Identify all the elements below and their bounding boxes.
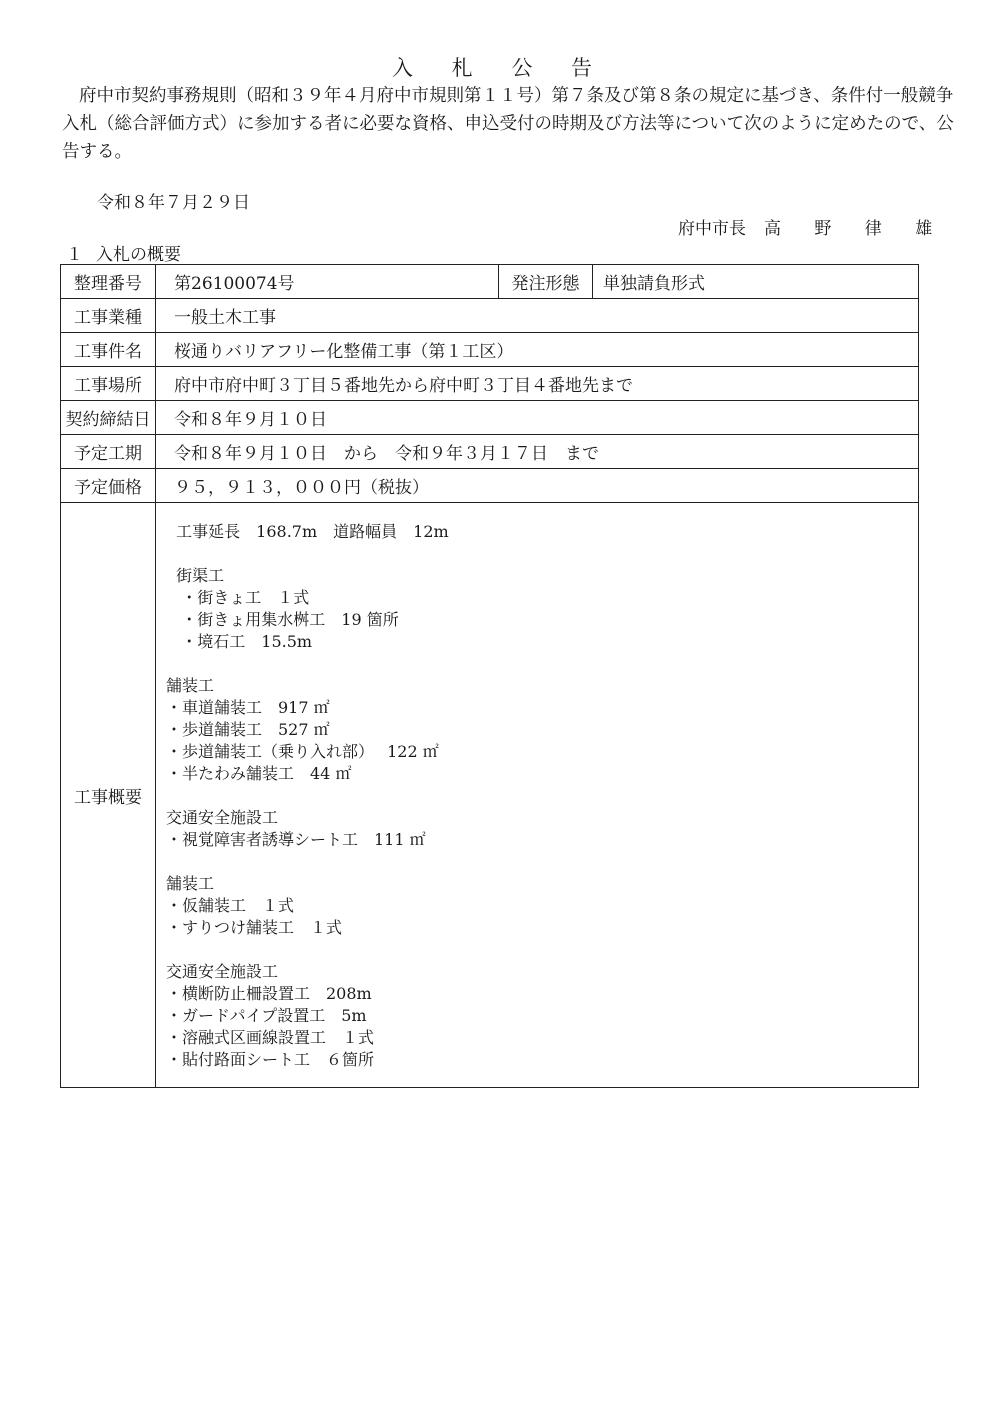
label-work-period: 予定工期: [61, 435, 156, 469]
value-order-type: 単独請負形式: [593, 265, 919, 299]
notice-date: 令和８年７月２９日: [97, 193, 250, 213]
summary-line: [166, 851, 918, 873]
summary-line: [166, 653, 918, 675]
label-work-summary: 工事概要: [61, 503, 156, 1088]
table-row: [61, 299, 919, 333]
summary-line: 交通安全施設工: [166, 962, 279, 981]
label-contract-date: 契約締結日: [61, 401, 156, 435]
value-work-category: 一般土木工事: [156, 299, 919, 333]
value-contract-date: 令和８年９月１０日: [156, 401, 919, 435]
signer-title: 府中市長: [678, 219, 746, 239]
label-work-category: 工事業種: [61, 299, 156, 333]
section-title: 入札の概要: [96, 245, 181, 265]
work-summary-list: [166, 521, 918, 1071]
summary-line: ・歩道舗装工 527 ㎡: [166, 720, 330, 739]
value-estimated-price: ９５，９１３，０００円（税抜）: [156, 469, 919, 503]
value-reference-number: 第26100074号: [156, 265, 499, 299]
summary-line: [166, 939, 918, 961]
table-row: [61, 333, 919, 367]
section-number: １: [66, 245, 83, 265]
table-row: [61, 265, 919, 299]
summary-line: 街渠工: [166, 566, 225, 585]
summary-line: ・溶融式区画線設置工 １式: [166, 1028, 375, 1047]
bid-outline-table: [60, 264, 919, 1088]
section-heading: [66, 240, 181, 265]
summary-line: ・街きょ用集水桝工 19 箇所: [166, 610, 399, 629]
summary-line: 交通安全施設工: [166, 808, 279, 827]
summary-line: 工事延長 168.7m 道路幅員 12m: [166, 522, 449, 541]
table-row: [61, 469, 919, 503]
table-row: [61, 401, 919, 435]
work-summary-cell: [156, 503, 919, 1088]
summary-line: ・視覚障害者誘導シート工 111 ㎡: [166, 830, 426, 849]
label-work-name: 工事件名: [61, 333, 156, 367]
table-row: [61, 435, 919, 469]
summary-line: ・歩道舗装工（乗り入れ部） 122 ㎡: [166, 742, 439, 761]
summary-line: ・車道舗装工 917 ㎡: [166, 698, 330, 717]
summary-line: ・境石工 15.5m: [166, 632, 313, 651]
label-order-type: 発注形態: [499, 265, 593, 299]
signer-name: 高 野 律 雄: [764, 219, 947, 239]
summary-line: ・半たわみ舗装工 44 ㎡: [166, 764, 352, 783]
value-work-period: 令和８年９月１０日 から 令和９年３月１７日 まで: [156, 435, 919, 469]
document-title: 入 札 公 告: [391, 56, 609, 80]
summary-line: ・横断防止柵設置工 208m: [166, 984, 372, 1003]
summary-line: ・貼付路面シート工 ６箇所: [166, 1050, 375, 1069]
value-work-name: 桜通りバリアフリー化整備工事（第１工区）: [156, 333, 919, 367]
summary-line: ・街きょ工 １式: [166, 588, 310, 607]
label-estimated-price: 予定価格: [61, 469, 156, 503]
summary-line: 舗装工: [166, 874, 215, 893]
signer: [678, 214, 946, 239]
summary-line: [166, 543, 918, 565]
label-reference-number: 整理番号: [61, 265, 156, 299]
summary-line: ・仮舗装工 １式: [166, 896, 295, 915]
summary-line: 舗装工: [166, 676, 215, 695]
label-work-location: 工事場所: [61, 367, 156, 401]
table-row: [61, 367, 919, 401]
summary-line: [166, 785, 918, 807]
summary-line: ・ガードパイプ設置工 5m: [166, 1006, 367, 1025]
intro-paragraph: 府中市契約事務規則（昭和３９年４月府中市規則第１１号）第７条及び第８条の規定に基づき、条件付一般競争入札（総合評価方式）に参加する者に必要な資格、申込受付の時期及び方法等について次のように定めたので、公告する。: [62, 86, 954, 162]
summary-line: ・すりつけ舗装工 １式: [166, 918, 343, 937]
table-row: [61, 503, 919, 1088]
value-work-location: 府中市府中町３丁目５番地先から府中町３丁目４番地先まで: [156, 367, 919, 401]
